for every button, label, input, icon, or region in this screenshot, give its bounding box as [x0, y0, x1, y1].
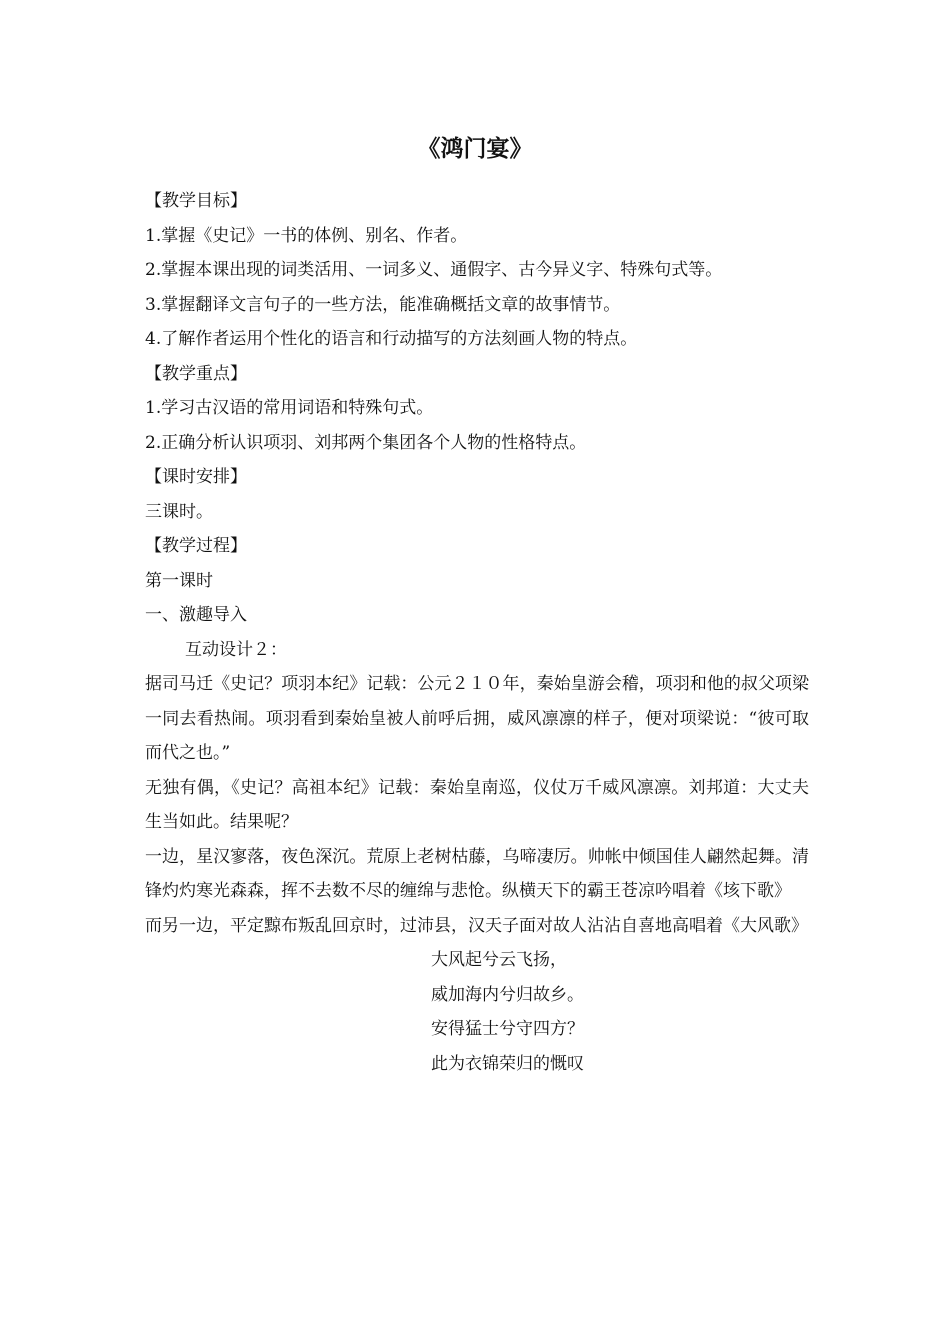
objective-item: 3.掌握翻译文言句子的一些方法，能准确概括文章的故事情节。	[145, 294, 621, 315]
paragraph: 而另一边，平定黥布叛乱回京时，过沛县，汉天子面对故人沾沾自喜地高唱着《大风歌》	[145, 915, 808, 936]
keypoint-item: 1.学习古汉语的常用词语和特殊句式。	[145, 398, 434, 418]
paragraph: 据司马迁《史记？项羽本纪》记载：公元２１０年，秦始皇游会稽，项羽和他的叔父项梁一同去看热闹。项羽看到秦始皇被人前呼后拥，威风凛凛的样子，便对项梁说：“彼可取而代之也。”	[145, 674, 809, 763]
keypoint-item: 2.正确分析认识项羽、刘邦两个集团各个人物的性格特点。	[145, 432, 587, 453]
poem-line: 威加海内兮归故乡。	[431, 984, 584, 1005]
objective-item: 1.掌握《史记》一书的体例、别名、作者。	[145, 225, 468, 246]
poem-block	[145, 943, 809, 1081]
schedule-heading: 【课时安排】	[145, 467, 247, 487]
poem-line: 大风起兮云飞扬，	[431, 950, 567, 970]
paragraph: 无独有偶，《史记？高祖本纪》记载：秦始皇南巡，仪仗万千威风凛凛。刘邦道：大丈夫生当如此。结果呢？	[145, 777, 809, 832]
document-title: 《鸿门宴》	[417, 136, 533, 162]
objectives-heading: 【教学目标】	[145, 191, 247, 211]
document-body	[145, 184, 809, 1081]
keypoints-heading: 【教学重点】	[145, 363, 247, 384]
interactive-label: 互动设计２：	[185, 639, 287, 660]
schedule-text: 三课时。	[145, 501, 213, 522]
objective-item: 2.掌握本课出现的词类活用、一词多义、通假字、古今异义字、特殊句式等。	[145, 260, 723, 280]
lesson-label: 第一课时	[145, 570, 213, 591]
poem-line: 安得猛士兮守四方？	[431, 1019, 584, 1039]
paragraph: 一边，星汉寥落，夜色深沉。荒原上老树枯藤，乌啼凄厉。帅帐中倾国佳人翩然起舞。清锋灼灼寒光森森，挥不去数不尽的缠绵与悲怆。纵横天下的霸王苍凉吟唱着《垓下歌》	[145, 846, 809, 901]
poem-line: 此为衣锦荣归的慨叹	[431, 1053, 584, 1074]
objective-item: 4.了解作者运用个性化的语言和行动描写的方法刻画人物的特点。	[145, 329, 638, 349]
process-heading: 【教学过程】	[145, 536, 247, 556]
part-heading: 一、激趣导入	[145, 605, 247, 625]
